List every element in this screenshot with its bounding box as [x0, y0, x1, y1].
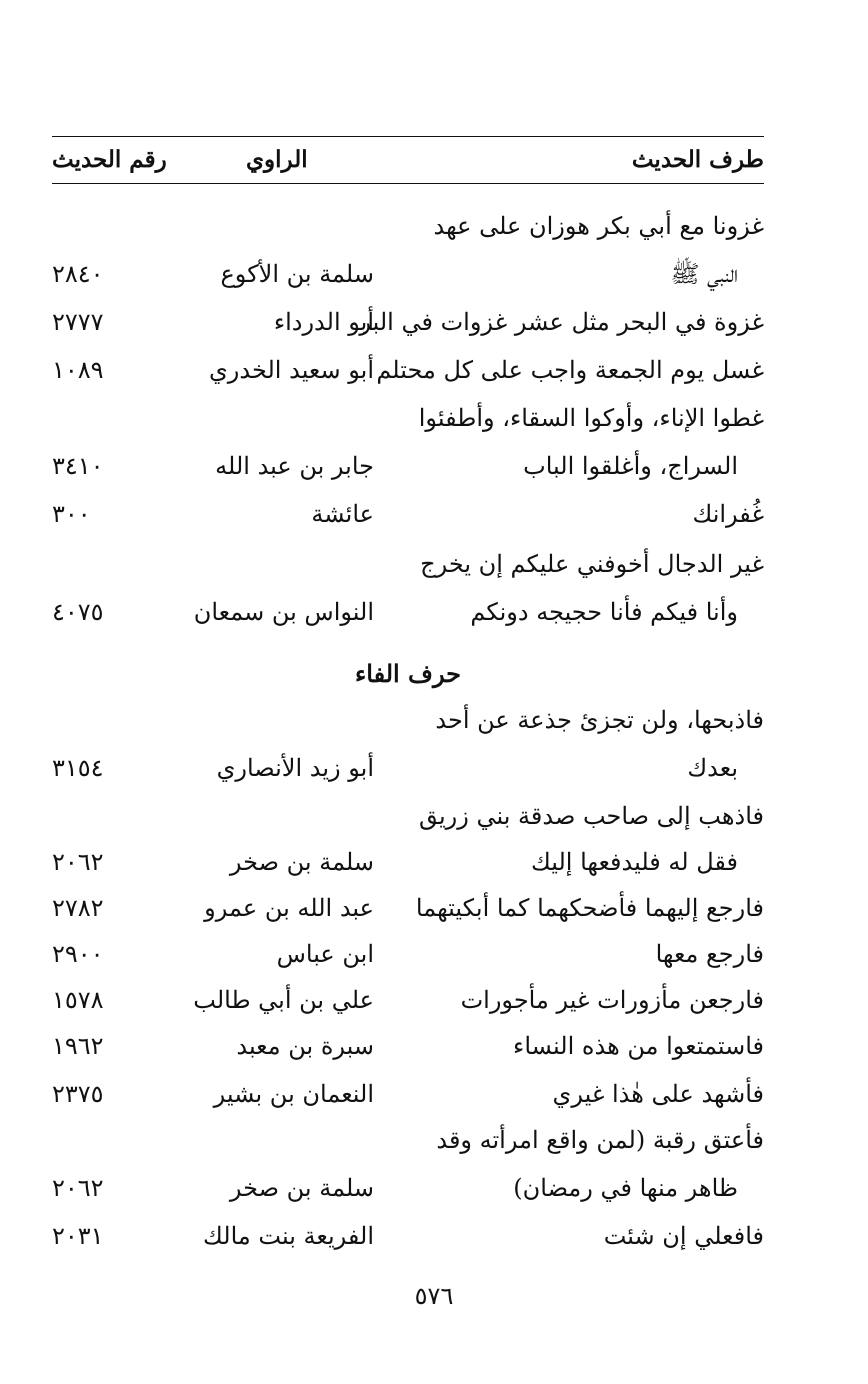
list-item — [52, 696, 764, 744]
list-item — [52, 930, 764, 978]
list-item — [52, 838, 764, 886]
list-item — [52, 250, 764, 298]
list-item — [52, 1022, 764, 1070]
hadith-number: ٢٣٧٥ — [52, 1080, 104, 1108]
hadith-number: ٢٨٤٠ — [52, 260, 104, 288]
list-item — [52, 490, 764, 538]
list-item — [52, 442, 764, 490]
hadith-text: فأشهد على هٰذا غيري — [552, 1080, 764, 1108]
list-item — [52, 976, 764, 1024]
hadith-text: غير الدجال أخوفني عليكم إن يخرج — [420, 550, 764, 578]
narrator: علي بن أبي طالب — [193, 986, 374, 1014]
header-number: رقم الحديث — [52, 146, 167, 173]
list-item — [52, 1212, 764, 1260]
list-item — [52, 884, 764, 932]
hadith-number: ٢٠٣١ — [52, 1222, 104, 1250]
narrator: عبد الله بن عمرو — [204, 894, 374, 922]
hadith-text: فاذبحها، ولن تجزئ جذعة عن أحد — [435, 706, 764, 734]
hadith-text-cont: النبي ﷺ — [670, 260, 738, 288]
hadith-number: ١٥٧٨ — [52, 986, 104, 1014]
narrator: أبو زيد الأنصاري — [216, 754, 374, 782]
narrator: ابن عباس — [276, 940, 374, 968]
hadith-text: غُفرانك — [692, 500, 764, 528]
hadith-text-cont: ظاهر منها في رمضان) — [513, 1174, 738, 1202]
list-item — [52, 1116, 764, 1164]
hadith-text: غزونا مع أبي بكر هوزان على عهد — [433, 212, 764, 240]
hadith-text-cont: وأنا فيكم فأنا حجيجه دونكم — [470, 598, 738, 626]
header-rule — [52, 183, 764, 184]
narrator: أبو الدرداء — [273, 308, 374, 336]
hadith-text: فارجعن مأزورات غير مأجورات — [460, 986, 764, 1014]
list-item — [52, 1070, 764, 1118]
narrator: عائشة — [311, 500, 374, 528]
narrator: أبو سعيد الخدري — [209, 356, 374, 384]
hadith-number: ٤٠٧٥ — [52, 598, 104, 626]
hadith-text: غطوا الإناء، وأوكوا السقاء، وأطفئوا — [418, 404, 764, 432]
list-item — [52, 346, 764, 394]
hadith-text-cont: بعدك — [687, 754, 738, 782]
list-item — [52, 1164, 764, 1212]
hadith-number: ٢٩٠٠ — [52, 940, 104, 968]
hadith-text: فاستمتعوا من هذه النساء — [513, 1032, 764, 1060]
narrator: سلمة بن الأكوع — [220, 260, 374, 288]
hadith-number: ١٩٦٢ — [52, 1032, 104, 1060]
narrator: سلمة بن صخر — [229, 848, 374, 876]
hadith-number: ٢٠٦٢ — [52, 1174, 104, 1202]
hadith-number: ٣٤١٠ — [52, 452, 104, 480]
list-item — [52, 744, 764, 792]
hadith-text: غزوة في البحر مثل عشر غزوات في البر — [359, 308, 764, 336]
hadith-text-cont: فقل له فليدفعها إليك — [531, 848, 738, 876]
list-item — [52, 394, 764, 442]
hadith-text-cont: السراج، وأغلقوا الباب — [523, 452, 738, 480]
narrator: سلمة بن صخر — [229, 1174, 374, 1202]
page-number: ٥٧٦ — [414, 1282, 454, 1310]
narrator: النواس بن سمعان — [193, 598, 374, 626]
hadith-number: ٣١٥٤ — [52, 754, 104, 782]
hadith-number: ١٠٨٩ — [52, 356, 104, 384]
hadith-text: فاذهب إلى صاحب صدقة بني زريق — [418, 802, 764, 830]
header-hadith: طرف الحديث — [631, 146, 764, 173]
list-item — [52, 298, 764, 346]
narrator: سبرة بن معبد — [236, 1032, 374, 1060]
hadith-number: ٢٧٨٢ — [52, 894, 104, 922]
top-rule — [52, 136, 764, 137]
hadith-number: ٢٠٦٢ — [52, 848, 104, 876]
header-narrator: الراوي — [246, 146, 308, 173]
hadith-number: ٢٧٧٧ — [52, 308, 104, 336]
narrator: الفريعة بنت مالك — [203, 1222, 374, 1250]
section-title: حرف الفاء — [354, 659, 462, 688]
list-item — [52, 202, 764, 250]
list-item — [52, 588, 764, 636]
hadith-text: فافعلي إن شئت — [603, 1222, 764, 1250]
hadith-text: فارجع إليهما فأضحكهما كما أبكيتهما — [415, 894, 764, 922]
narrator: جابر بن عبد الله — [215, 452, 374, 480]
hadith-text: فأعتق رقبة (لمن واقع امرأته وقد — [436, 1126, 764, 1154]
hadith-text: غسل يوم الجمعة واجب على كل محتلم — [376, 356, 764, 384]
list-item — [52, 792, 764, 840]
hadith-text: فارجع معها — [655, 940, 764, 968]
list-item — [52, 540, 764, 588]
hadith-number: ٣٠٠ — [52, 500, 91, 528]
narrator: النعمان بن بشير — [213, 1080, 374, 1108]
